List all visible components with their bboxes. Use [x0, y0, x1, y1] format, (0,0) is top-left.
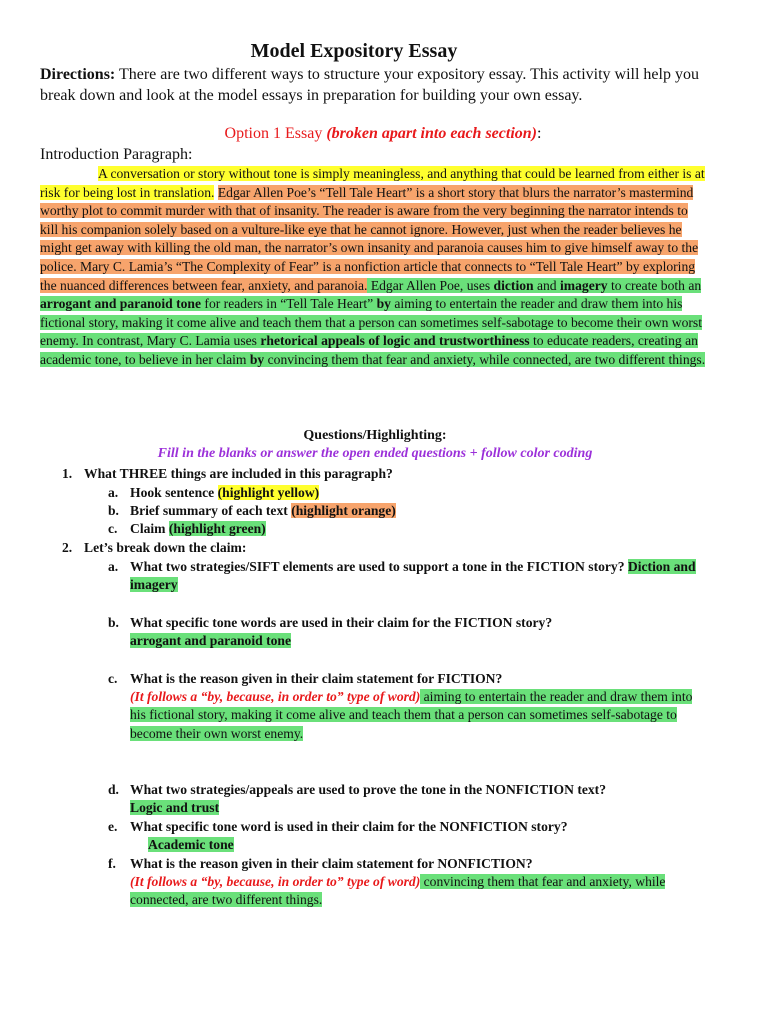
q1c-text: [130, 520, 730, 538]
claim-keyword: by: [376, 296, 391, 312]
q2-number: 2.: [62, 540, 73, 555]
claim-segment: and: [533, 277, 561, 293]
q2b-answer: arrogant and paranoid tone: [130, 633, 292, 649]
summary-text: Edgar Allen Poe’s “Tell Tale Heart” is a short story that blurs the narrator’s mastermind worthy plot to commit murder with that of insanity. The reader is aware from the very beginning the narrator intends to kill his companion solely based on a vulture-like eye that he cannot ignore. However, just when the reader believes he might get away with killing the old man, the narrator’s own insanity and paranoia causes him to give himself away to the police. Mary C. Lamia’s “The Complexity of Fear” is a nonfiction article that connects to “Tell Tale Heart” by exploring the nuanced differences between fear, anxiety, and paranoia.: [40, 184, 699, 293]
q2f-question: What is the reason given in their claim statement for NONFICTION?: [130, 856, 533, 871]
page-title: Model Expository Essay: [250, 40, 458, 62]
intro-heading: Introduction Paragraph:: [40, 146, 193, 163]
intro-paragraph: [40, 165, 708, 370]
q2a-question: What two strategies/SIFT elements are used to support a tone in the FICTION story?: [130, 559, 628, 574]
q2b-text: [130, 614, 720, 650]
q1a-letter: a.: [108, 485, 119, 500]
q2-text: Let’s break down the claim:: [84, 540, 247, 555]
q2f-hint: (It follows a “by, because, in order to” type of word): [130, 874, 421, 890]
q2d-answer: Logic and trust: [130, 800, 220, 816]
q1b-text: [130, 502, 730, 520]
q1-number: 1.: [62, 466, 73, 481]
q1c-letter: c.: [108, 521, 118, 536]
claim-segment: convincing them that fear and anxiety, while connected, are two different things.: [264, 351, 706, 367]
q2e-question: What specific tone word is used in their claim for the NONFICTION story?: [130, 819, 568, 834]
claim-keyword: diction: [493, 277, 534, 293]
q2e-answer: Academic tone: [148, 837, 234, 853]
q2a-answer: Diction and imagery: [130, 559, 696, 593]
directions: [40, 64, 730, 106]
q2d-question: What two strategies/appeals are used to prove the tone in the NONFICTION text?: [130, 782, 607, 797]
hook-sentence: A conversation or story without tone is simply meaningless, and anything that could be learned from either is at risk for being lost in translation.: [40, 166, 705, 200]
q2c-question: What is the reason given in their claim statement for FICTION?: [130, 671, 503, 686]
q2f-letter: f.: [108, 856, 116, 871]
q2d-letter: d.: [108, 782, 119, 797]
q2a-letter: a.: [108, 559, 119, 574]
q1c-answer: (highlight green): [168, 521, 266, 536]
q2e-text: [130, 818, 730, 854]
claim-keyword: arrogant and paranoid tone: [40, 296, 202, 312]
q1b-letter: b.: [108, 503, 119, 518]
q1-text: What THREE things are included in this paragraph?: [84, 466, 393, 481]
questions-heading: Questions/Highlighting:: [303, 428, 447, 443]
claim-keyword: rhetorical appeals of logic and trustworthiness: [260, 333, 530, 349]
claim-keyword: by: [249, 351, 265, 367]
option-note: (broken apart into each section): [326, 125, 537, 142]
q2c-hint: (It follows a “by, because, in order to” type of word): [130, 689, 421, 705]
claim-segment: to create both an: [607, 277, 702, 293]
claim-segment: for readers in “Tell Tale Heart”: [201, 296, 377, 312]
q2d-text: [130, 781, 730, 817]
claim-keyword: imagery: [560, 277, 608, 293]
option-heading: [0, 125, 766, 143]
directions-label: Directions:: [40, 66, 116, 83]
q1a-answer: (highlight yellow): [217, 485, 320, 500]
claim-segment: to educate readers, creating an academic tone, to believe in her claim: [40, 333, 698, 367]
q2c-letter: c.: [108, 671, 118, 686]
q2c-answer: aiming to entertain the reader and draw them into his fictional story, making it come alive and teach them that a person can sometimes self-sabotage to become their own worst enemy.: [130, 689, 693, 741]
q2b-letter: b.: [108, 615, 119, 630]
option-label: Option 1 Essay: [224, 125, 327, 142]
q1c-label: Claim: [130, 521, 169, 536]
q2f-text: [130, 855, 710, 910]
claim-segment: Edgar Allen Poe, uses: [367, 277, 494, 293]
directions-text: There are two different ways to structure your expository essay. This activity will help you break down and look at the model essays in preparation for building your own essay.: [40, 66, 699, 104]
q2a-text: [130, 558, 710, 594]
q2b-question: What specific tone words are used in their claim for the FICTION story?: [130, 615, 553, 630]
q1a-text: [130, 484, 730, 502]
claim-segment: aiming to entertain the reader and draw them into his fictional story, making it come alive and teach them that a person can sometimes self-sabotage to become their own worst enemy. In contrast, Mary C. Lamia uses: [40, 296, 702, 349]
q2c-text: [130, 670, 710, 743]
option-colon: :: [537, 125, 542, 142]
q2e-letter: e.: [108, 819, 118, 834]
q1a-label: Hook sentence: [130, 485, 218, 500]
q2f-answer: convincing them that fear and anxiety, while connected, are two different things.: [130, 874, 666, 908]
q1b-answer: (highlight orange): [291, 503, 396, 518]
questions-instructions: Fill in the blanks or answer the open ended questions + follow color coding: [157, 446, 593, 461]
q1b-label: Brief summary of each text: [130, 503, 292, 518]
